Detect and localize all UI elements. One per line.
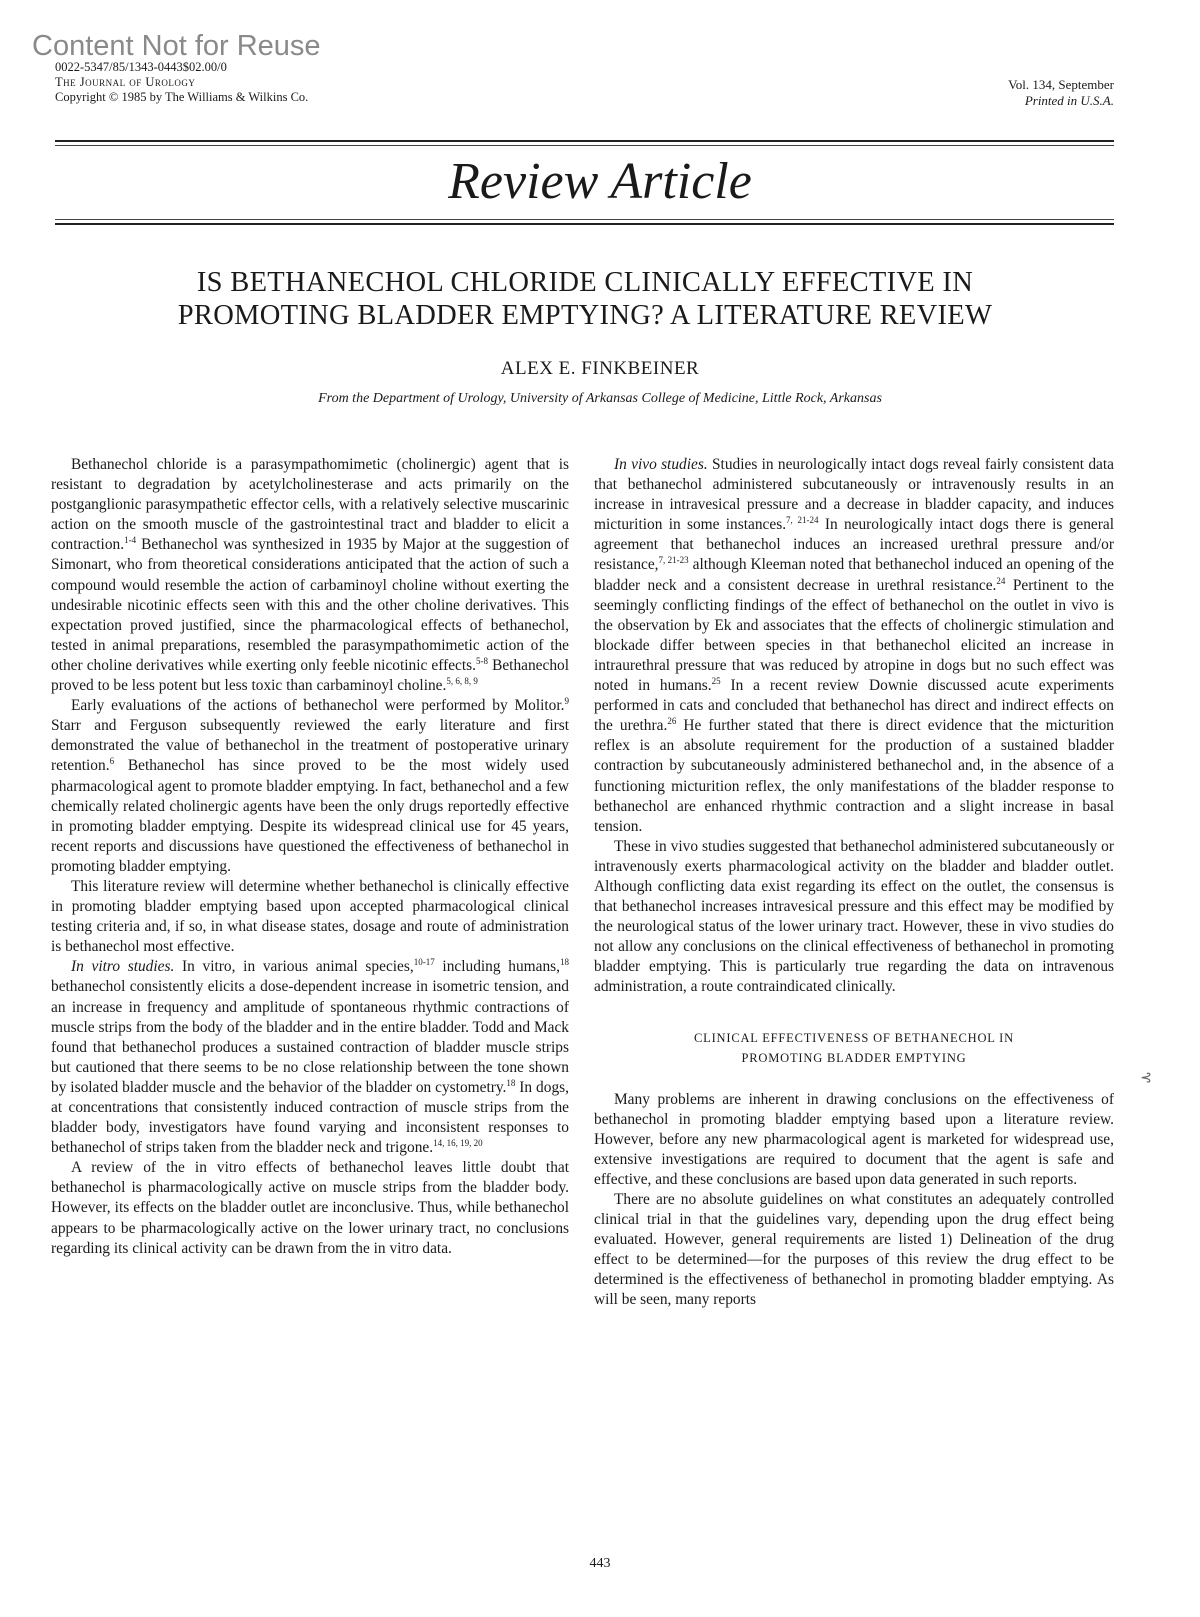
- watermark: Content Not for Reuse: [32, 30, 321, 62]
- reference-marker: 26: [667, 716, 677, 727]
- reference-marker: 18: [506, 1077, 516, 1088]
- author-affiliation: From the Department of Urology, University of Arkansas College of Medicine, Little Rock, Arkansas: [318, 391, 882, 406]
- paragraph: Early evaluations of the actions of bethanechol were performed by Molitor.$^9$ Starr and Ferguson subsequently reviewed the early literature and first demonstrated the value of bethanechol in the treatment of postoperative urinary retention.$^6$ Bethanechol has since proved to be the most widely used pharmacological agent to promote bladder emptying. In fact, bethanechol and a few chemically related cholinergic agents have been the only drugs reportedly effective in promoting bladder emptying. Despite its widespread clinical use for 45 years, recent reports and discussions have questioned the effectiveness of bethanechol in promoting bladder emptying.: [51, 696, 569, 875]
- paragraph: Many problems are inherent in drawing conclusions on the effectiveness of bethanechol in promoting bladder emptying based upon a literature review. However, before any new pharmacological agent is marketed for widespread use, extensive investigations are required to document that the agent is safe and effective, and these conclusions are based upon data generated in such reports.: [594, 1090, 1114, 1188]
- paragraph: In vitro studies. In vitro, in various animal species,$^{10-17}$ including humans,$^{18}$ bethanechol consistently elicits a dose-dependent increase in isometric tension, and an increase in frequency and amplitude of spontaneous rhythmic contractions of muscle strips from the body of the bladder and in the entire bladder. Todd and Mack found that bethanechol produces a sustained contraction of bladder muscle strips but cautioned that there seems to be no close relationship between the tone shown by isolated bladder muscle and the behavior of the bladder on cystometry.$^{18}$ In dogs, at concentrations that consistently induced contraction of muscle strips from the bladder body, investigators have found varying and inconsistent responses to bethanechol of strips taken from the bladder neck and trigone.$^{14, 16, 19, 20}$: [51, 957, 569, 1157]
- reference-marker: 7, 21-24: [786, 515, 819, 526]
- reference-marker: 24: [996, 575, 1006, 586]
- title-line-1: IS BETHANECHOL CHLORIDE CLINICALLY EFFECTIVE IN: [196, 267, 974, 298]
- article-code: 0022-5347/85/1343-0443$02.00/0: [55, 60, 227, 74]
- page-number: 443: [589, 1556, 611, 1571]
- volume-info: Vol. 134, September: [1008, 77, 1114, 92]
- paragraph: These in vivo studies suggested that bethanechol administered subcutaneously or intravenously exerts pharmacological activity on the bladder and bladder outlet. Although conflicting data exist regarding its effect on the outlet, the consensus is that bethanechol increases intravesical pressure and this effect may be modified by the neurological status of the lower urinary tract. However, these in vivo studies do not allow any conclusions on the clinical effectiveness of bethanechol in promoting bladder emptying. This is particularly true regarding the data on intravenous administration, a route contraindicated clinically.: [594, 837, 1114, 996]
- paragraph: This literature review will determine whether bethanechol is clinically effective in promoting bladder emptying based upon accepted pharmacological clinical testing criteria and, if so, in what disease states, dosage and route of administration is bethanechol most effective.: [51, 877, 569, 956]
- reference-marker: 5-8: [476, 655, 488, 666]
- subsection-heading: In vitro studies.: [71, 958, 175, 976]
- right-column: [594, 455, 1114, 1311]
- reference-marker: 9: [564, 696, 569, 706]
- reference-marker: 7, 21-23: [658, 555, 689, 566]
- left-column: [51, 455, 569, 1259]
- paragraph: A review of the in vitro effects of bethanechol leaves little doubt that bethanechol is pharmacologically active on muscle strips from the bladder body. However, its effects on the bladder outlet are inconclusive. Thus, while bethanechol appears to be pharmacologically active on the lower urinary tract, no conclusions regarding its clinical activity can be drawn from the in vitro data.: [51, 1159, 569, 1257]
- section-type: Review Article: [448, 153, 752, 210]
- section-heading: CLINICAL EFFECTIVENESS OF BETHANECHOL IN PROMOTING BLADDER EMPTYING: [694, 1030, 1014, 1065]
- journal-header-right: [1008, 77, 1114, 109]
- reference-marker: 18: [560, 957, 569, 968]
- reference-marker: 14, 16, 19, 20: [433, 1138, 483, 1149]
- paragraph: Bethanechol chloride is a parasympathomimetic (cholinergic) agent that is resistant to degradation by acetylcholinesterase and acts primarily on the postganglionic parasympathetic effector cells, with a relatively selective muscarinic action on the smooth muscle of the gastrointestinal tract and bladder to elicit a contraction.$^{1-4}$ Bethanechol was synthesized in 1935 by Major at the suggestion of Simonart, who from theoretical considerations anticipated that the action of such a compound would resemble the action of carbaminoyl choline without exerting the undesirable nicotinic effects seen with this and the other choline derivatives. This expectation proved justified, since the pharmacological effects of bethanechol, tested in animal preparations, resembled the parasympathomimetic action of the other choline derivatives while exerting only feeble nicotinic effects.$^{5-8}$ Bethanechol proved to be less potent but less toxic than carbaminoyl choline.$^{5, 6, 8, 9}$: [51, 456, 569, 695]
- reference-marker: 10-17: [413, 957, 435, 968]
- reference-marker: 1-4: [124, 535, 137, 546]
- printed-info: Printed in U.S.A.: [1024, 93, 1114, 108]
- article-title: [60, 266, 1110, 332]
- bottom-rule: [55, 216, 1114, 225]
- reference-marker: 6: [109, 756, 115, 767]
- copyright-line: Copyright © 1985 by The Williams & Wilkins Co.: [55, 90, 309, 104]
- subsection-heading: In vivo studies.: [614, 456, 708, 473]
- title-line-2: PROMOTING BLADDER EMPTYING? A LITERATURE REVIEW: [177, 300, 993, 331]
- journal-name: The Journal of Urology: [55, 75, 196, 89]
- reference-marker: 25: [711, 675, 721, 686]
- paragraph: There are no absolute guidelines on what constitutes an adequately controlled clinical trial in that the guidelines vary, depending upon the drug effect being evaluated. However, general requirements are listed 1) Delineation of the drug effect to be determined—for the purposes of this review the drug effect to be determined is the effectiveness of bethanechol in promoting bladder emptying. As will be seen, many reports: [594, 1191, 1114, 1309]
- top-rule: [55, 140, 1114, 146]
- journal-header-left: [55, 60, 308, 105]
- author-name: ALEX E. FINKBEINER: [500, 358, 700, 379]
- reference-marker: 5, 6, 8, 9: [446, 675, 478, 686]
- paragraph: In vivo studies. Studies in neurologically intact dogs reveal fairly consistent data that bethanechol administered subcutaneously or intravenously results in an increase in intravesical pressure and a decrease in bladder capacity, and induces micturition in some instances.$^{7, 21-24}$ In neurologically intact dogs there is general agreement that bethanechol induces an increased urethral pressure and/or resistance,$^{7, 21-23}$ although Kleeman noted that bethanechol induced an opening of the bladder neck and a consistent decrease in urethral resistance.$^{24}$ Pertinent to the seemingly conflicting findings of the effect of bethanechol on the outlet in vivo is the observation by Ek and associates that the effects of cholinergic stimulation and blockade differ between species in that bethanechol elicited an increase in intraurethral pressure that was reduced by atropine in dogs but no such effect was noted in humans.$^{25}$ In a recent review Downie discussed acute experiments performed in cats and concluded that bethanechol has direct and indirect effects on the urethra.$^{26}$ He further stated that there is direct evidence that the micturition reflex is an absolute requirement for the production of a sustained bladder contraction by subcutaneously administered bethanechol and, in the absence of a functioning micturition reflex, the only manifestations of the bladder response to bethanechol are enhanced rhythmic contraction and a slight increase in basal tension.: [594, 456, 1115, 835]
- margin-mark: ⊰: [1140, 1071, 1152, 1086]
